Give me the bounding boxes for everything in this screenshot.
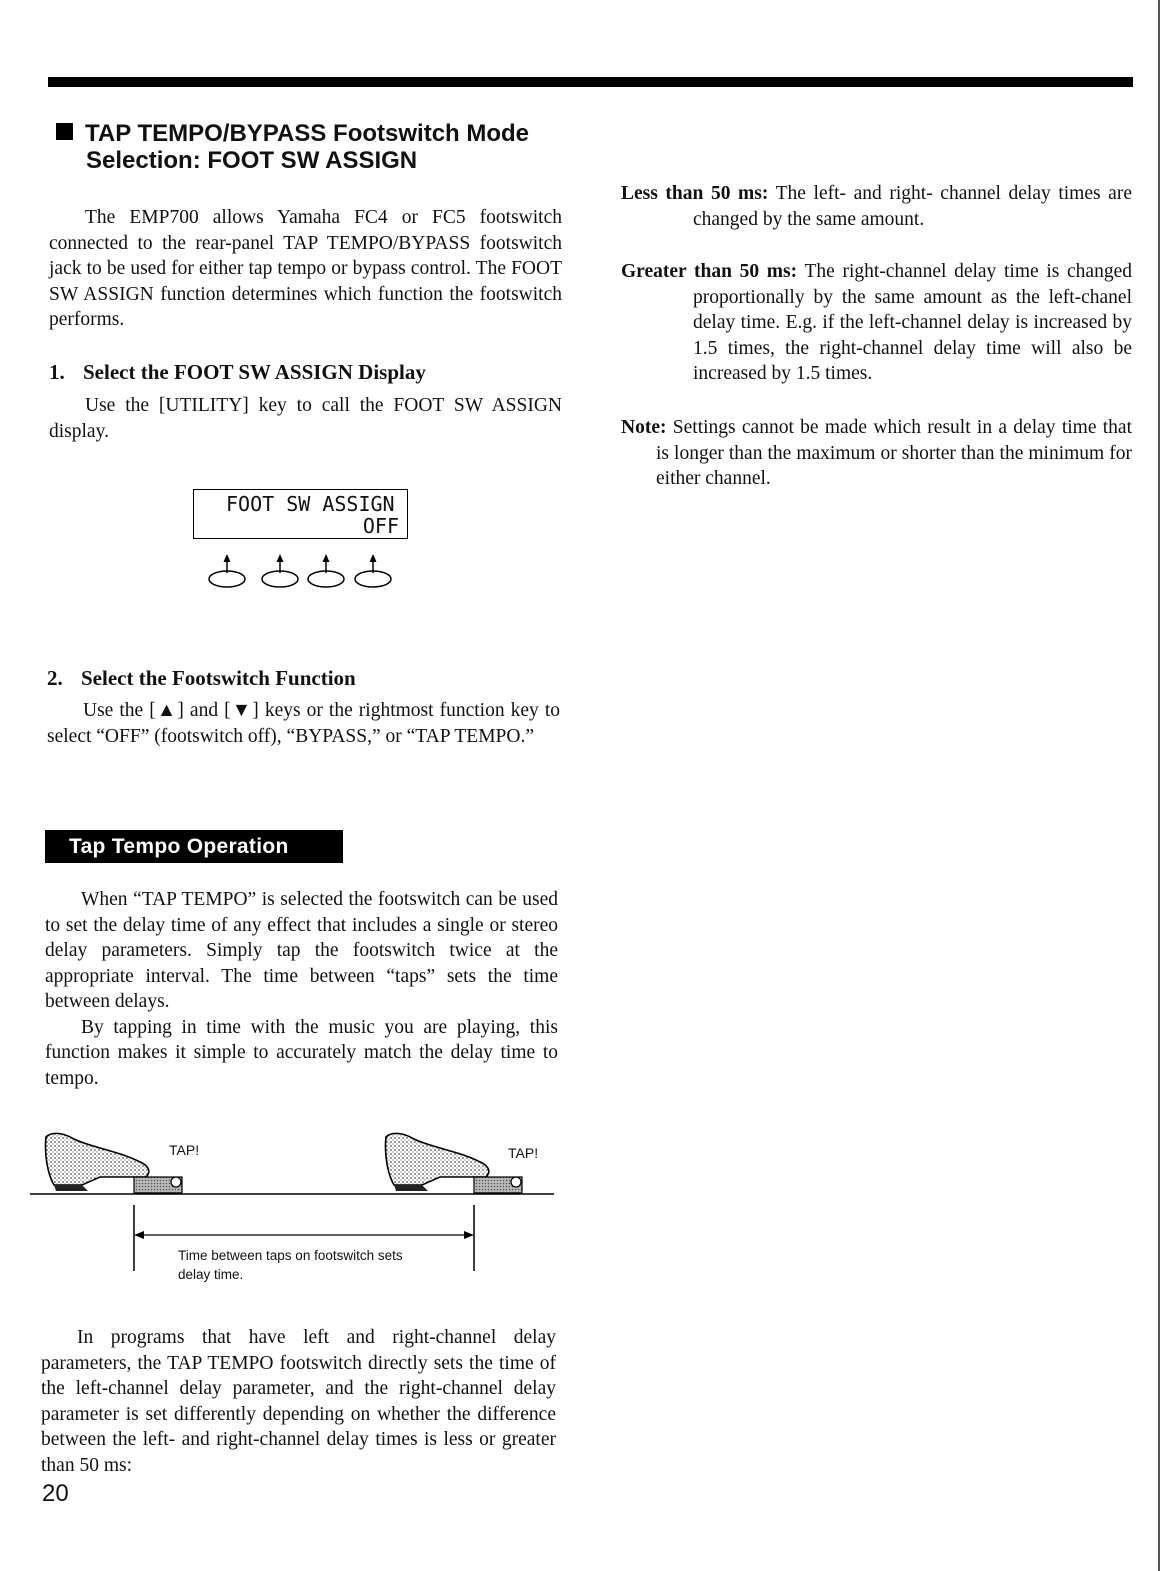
lcd-line1: FOOT SW ASSIGN [226, 492, 395, 516]
step-2-heading [47, 665, 356, 691]
step-2-body [47, 698, 560, 749]
definition-text: The right-channel delay time is changed proportionally by the same amount as the left-chanel delay time. E.g. if the left-channel delay is increased by 1.5 times, the right-channel delay time will also be increased by 1.5 times. [693, 261, 1132, 384]
definition-text: The left- and right- channel delay times are changed by the same amount. [693, 183, 1132, 230]
step-1-number: 1. [49, 360, 65, 384]
tap-label-1: TAP! [169, 1142, 200, 1158]
section-title-line2: Selection: FOOT SW ASSIGN [86, 147, 418, 174]
footswitch-icon [474, 1177, 522, 1193]
tap-tempo-body [45, 887, 558, 1091]
page-edge [1158, 0, 1160, 1571]
definition-greater-than-50 [621, 259, 1132, 387]
tap-tempo-para3: In programs that have left and right-channel delay parameters, the TAP TEMPO footswitch directly sets the time of the left-channel delay parameter, and the right-channel delay parameter is set differently depending on whether the difference between the left- and right-channel delay times is less or greater than 50 ms: [41, 1327, 556, 1476]
shoe-icon [385, 1133, 488, 1191]
tap-diagram [30, 1125, 560, 1295]
function-key-3 [308, 554, 344, 587]
lcd-display [193, 489, 408, 539]
step-2-title: Select the Footswitch Function [81, 666, 356, 690]
channel-delay-paragraph [41, 1325, 556, 1478]
diagram-caption-line1: Time between taps on footswitch sets [178, 1248, 403, 1263]
note-text: Settings cannot be made which result in a delay time that is longer than the maximum or shorter than the minimum for either channel. [656, 417, 1133, 489]
intro-text: The EMP700 allows Yamaha FC4 or FC5 footswitch connected to the rear-panel TAP TEMPO/BYPASS footswitch jack to be used for either tap tempo or bypass control. The FOOT SW ASSIGN function determines which function the footswitch performs. [49, 207, 562, 330]
step-1-title: Select the FOOT SW ASSIGN Display [83, 360, 426, 384]
tap-tempo-banner: Tap Tempo Operation [45, 830, 343, 863]
top-rule [48, 77, 1133, 87]
section-title-line1: TAP TEMPO/BYPASS Footswitch Mode [85, 120, 530, 147]
footswitch-icon [134, 1177, 182, 1193]
diagram-caption [178, 1246, 403, 1284]
function-keys [208, 548, 398, 590]
note-block [621, 415, 1132, 492]
function-key-1 [209, 554, 245, 587]
tap-label-2: TAP! [508, 1145, 539, 1161]
tap-tempo-para1: When “TAP TEMPO” is selected the footswitch can be used to set the delay time of any effect that includes a single or stereo delay parameters. Simply tap the footswitch twice at the appropriate interval. The time between “taps” sets the time between delays. [45, 889, 558, 1012]
shoe-icon [45, 1133, 148, 1191]
tap-tempo-para2: By tapping in time with the music you are playing, this function makes it simple to accurately match the delay time to tempo. [45, 1016, 558, 1089]
lcd-line2: OFF [362, 514, 399, 538]
step-1-text: Use the [UTILITY] key to call the FOOT SW ASSIGN display. [49, 395, 562, 442]
step-1-body [49, 393, 562, 444]
step-2-text: Use the [▲] and [▼] keys or the rightmost function key to select “OFF” (footswitch off), “BYPASS,” or “TAP TEMPO.” [47, 700, 560, 747]
step-1-heading [49, 359, 426, 385]
definition-less-than-50 [621, 181, 1132, 232]
square-bullet-icon [56, 123, 73, 140]
function-key-4 [355, 554, 391, 587]
step-2-number: 2. [47, 666, 63, 690]
diagram-caption-line2: delay time. [178, 1267, 244, 1282]
definition-term: Less than 50 ms: [621, 183, 769, 204]
function-key-2 [262, 554, 298, 587]
definition-term: Greater than 50 ms: [621, 261, 798, 282]
page-number: 20 [42, 1480, 69, 1507]
intro-paragraph [49, 205, 562, 333]
arrow-left-icon [134, 1231, 144, 1239]
note-term: Note: [621, 417, 667, 438]
arrow-right-icon [464, 1231, 474, 1239]
section-title [56, 120, 576, 174]
